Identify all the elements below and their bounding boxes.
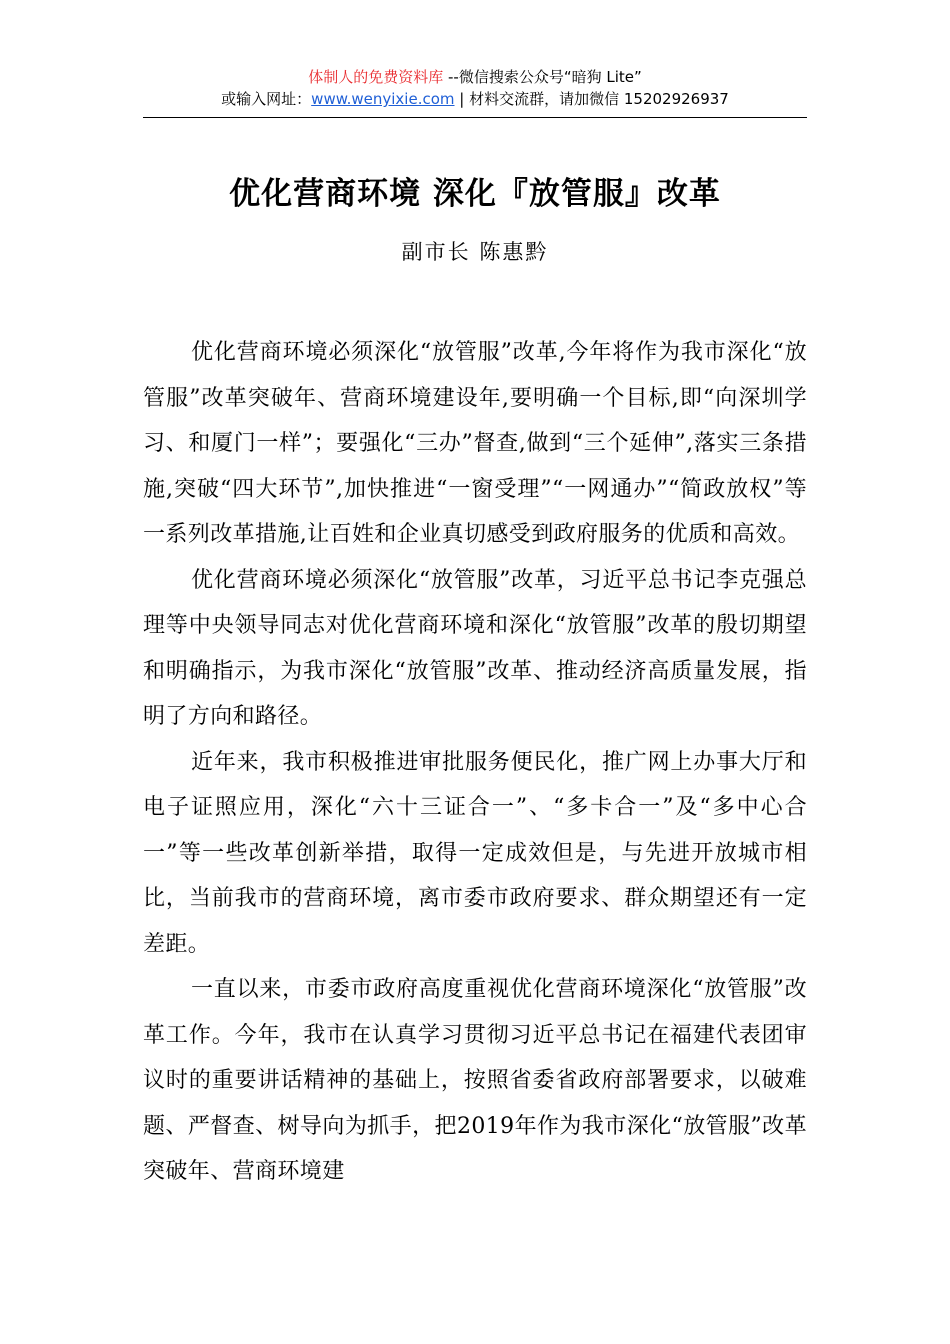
brand-name: 体制人的免费资料库 bbox=[308, 68, 444, 86]
header-line-promo bbox=[143, 66, 807, 88]
header-divider bbox=[143, 117, 807, 118]
website-link[interactable]: www.wenyixie.com bbox=[311, 90, 455, 108]
contact-info: | 材料交流群，请加微信 15202926937 bbox=[454, 90, 729, 108]
wechat-hint: --微信搜索公众号“暗狗 Lite” bbox=[443, 68, 642, 86]
body-paragraph: 近年来，我市积极推进审批服务便民化，推广网上办事大厅和电子证照应用，深化“六十三证合一”、“多卡合一”及“多中心合一”等一些改革创新举措，取得一定成效但是，与先进开放城市相比，当前我市的营商环境，离市委市政府要求、群众期望还有一定差距。 bbox=[143, 749, 807, 957]
body-paragraph: 优化营商环境必须深化“放管服”改革,今年将作为我市深化“放管服”改革突破年、营商环境建设年,要明确一个目标,即“向深圳学习、和厦门一样”；要强化“三办”督查,做到“三个延伸”,落实三条措施,突破“四大环节”,加快推进“一窗受理”“一网通办”“简政放权”等一系列改革措施,让百姓和企业真切感受到政府服务的优质和高效。 bbox=[143, 340, 807, 547]
header-line-contact bbox=[143, 88, 807, 110]
document-body bbox=[143, 330, 807, 1195]
document-title: 优化营商环境 深化『放管服』改革 bbox=[229, 176, 721, 212]
body-paragraph: 优化营商环境必须深化“放管服”改革，习近平总书记李克强总理等中央领导同志对优化营商环境和深化“放管服”改革的殷切期望和明确指示，为我市深化“放管服”改革、推动经济高质量发展，指明了方向和路径。 bbox=[143, 567, 807, 729]
document-author: 副市长 陈惠黔 bbox=[401, 240, 549, 264]
body-paragraph: 一直以来，市委市政府高度重视优化营商环境深化“放管服”改革工作。今年，我市在认真学习贯彻习近平总书记在福建代表团审议时的重要讲话精神的基础上，按照省委省政府部署要求，以破难题、严督查、树导向为抓手，把2019年作为我市深化“放管服”改革突破年、营商环境建 bbox=[143, 977, 807, 1184]
page-header bbox=[143, 66, 807, 110]
url-prefix: 或输入网址： bbox=[221, 90, 312, 108]
